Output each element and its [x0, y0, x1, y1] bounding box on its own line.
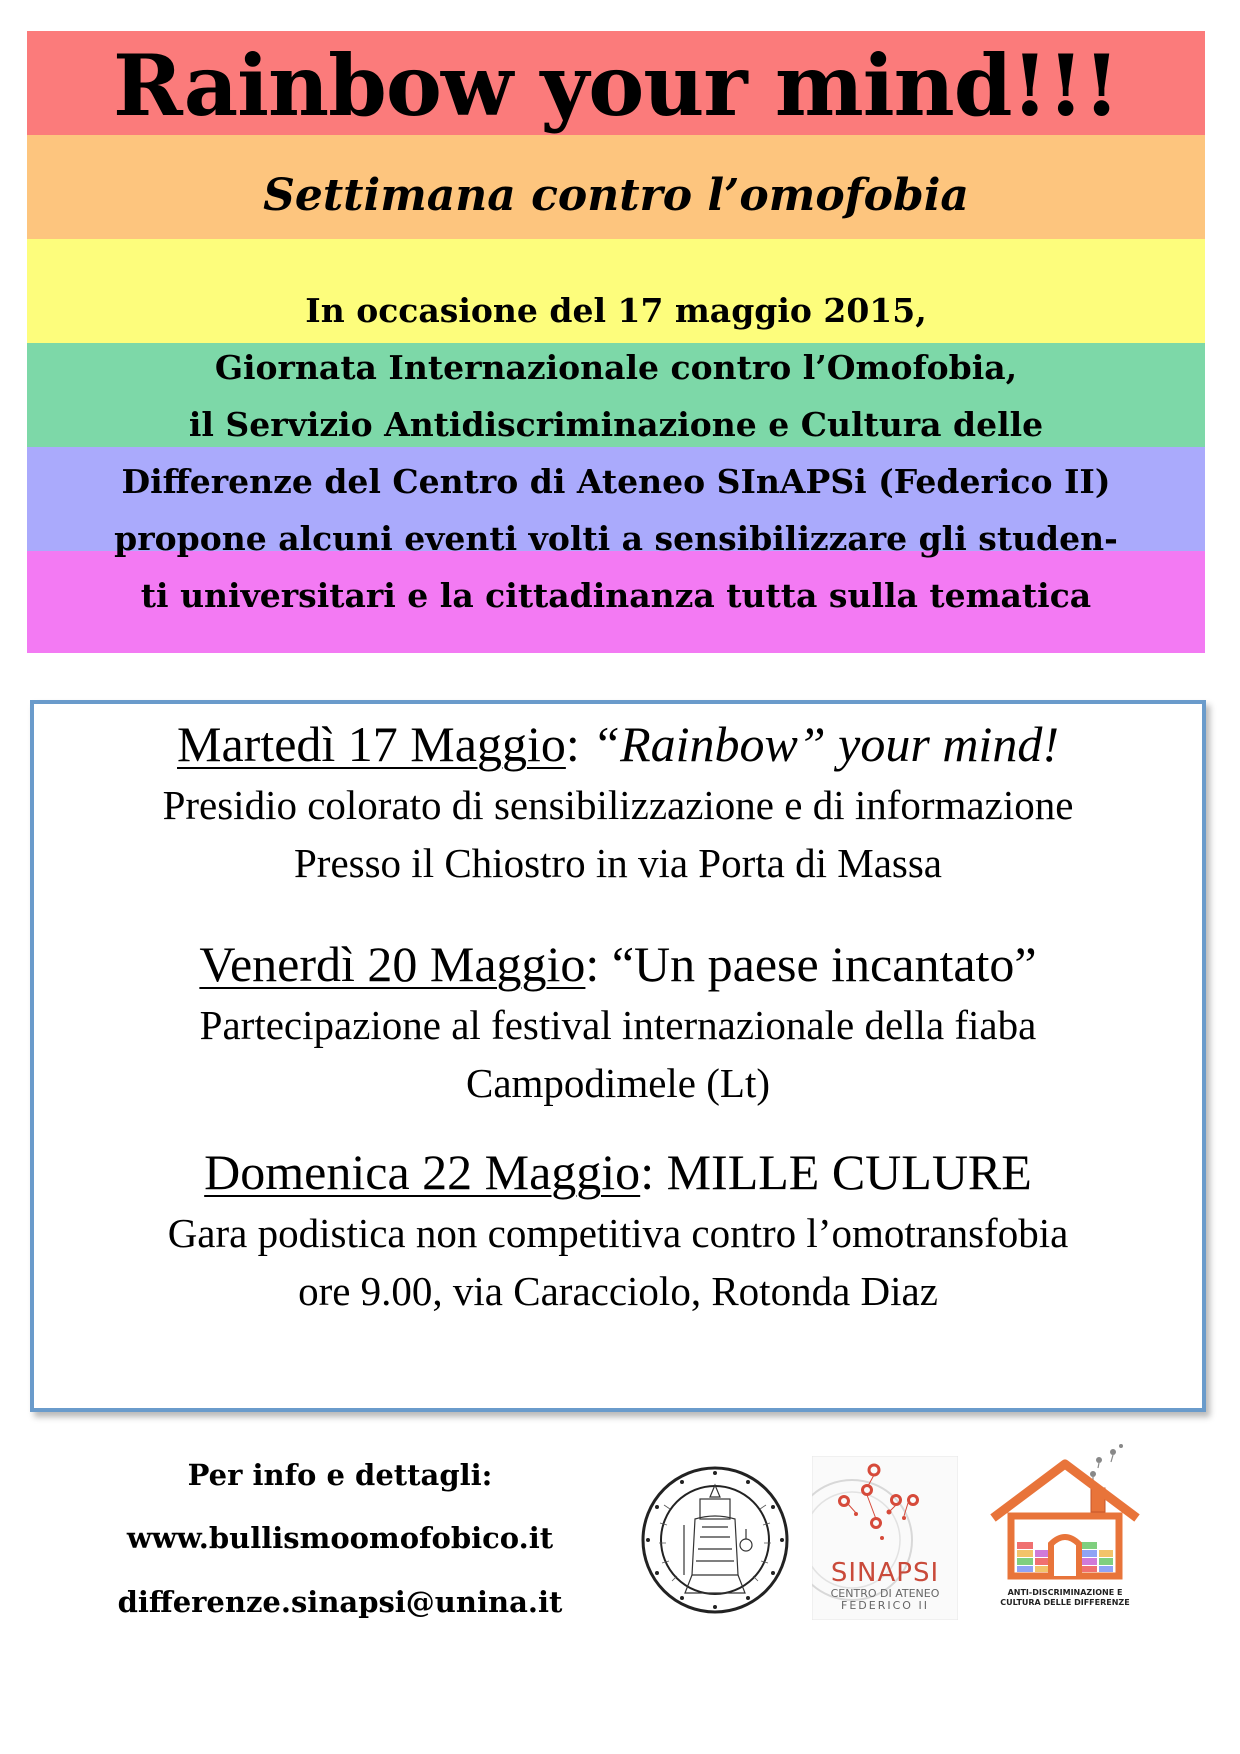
event-date: Venerdì 20 Maggio [199, 936, 586, 992]
intro-line: Differenze del Centro di Ateneo SInAPSi (Federico II) [121, 462, 1111, 501]
info-label: Per info e dettagli: [187, 1458, 493, 1492]
intro-line: il Servizio Antidiscriminazione e Cultura delle [188, 405, 1044, 444]
intro-line: In occasione del 17 maggio 2015, [305, 291, 927, 330]
sinapsi-sub-line: FEDERICO II [841, 1599, 929, 1612]
page-subtitle: Settimana contro l’omofobia [263, 170, 969, 221]
event-date: Domenica 22 Maggio [204, 1144, 641, 1200]
email-link[interactable]: differenze.sinapsi@unina.it [117, 1585, 563, 1619]
sinapsi-logo-text: SINAPSI [830, 1558, 940, 1588]
university-seal-icon [640, 1465, 790, 1615]
event-location: Presso il Chiostro in via Porta di Massa [293, 840, 942, 886]
event-heading: Venerdì 20 Maggio: “Un paese incantato” [199, 936, 1037, 992]
event-location: Campodimele (Lt) [466, 1060, 770, 1106]
intro-line: Giornata Internazionale contro l’Omofobia, [214, 348, 1018, 387]
event-title: MILLE CULURE [666, 1144, 1032, 1200]
sinapsi-sub-line: CENTRO DI ATENEO [830, 1587, 940, 1600]
house-logo-line: CULTURA DELLE DIFFERENZE [1000, 1598, 1130, 1607]
event-title: “Rainbow” your mind! [592, 716, 1059, 772]
intro-text [27, 282, 1205, 624]
event-location: ore 9.00, via Caracciolo, Rotonda Diaz [298, 1268, 938, 1314]
event-heading: Martedì 17 Maggio: “Rainbow” your mind! [177, 716, 1059, 772]
event-title: “Un paese incantato” [611, 936, 1037, 992]
event-date: Martedì 17 Maggio [177, 716, 566, 772]
event-description: Presidio colorato di sensibilizzazione e di informazione [162, 782, 1074, 828]
events-box [30, 700, 1206, 1412]
house-logo-icon [985, 1440, 1145, 1590]
intro-line: propone alcuni eventi volti a sensibilizzare gli studen- [114, 519, 1118, 558]
event-heading: Domenica 22 Maggio: MILLE CULURE [204, 1144, 1032, 1200]
website-link[interactable]: www.bullismoomofobico.it [126, 1521, 554, 1555]
page-title: Rainbow your mind!!! [112, 36, 1120, 135]
house-logo-line: ANTI-DISCRIMINAZIONE E [1007, 1588, 1123, 1597]
event-description: Partecipazione al festival internazionale della fiaba [199, 1002, 1037, 1048]
intro-line: ti universitari e la cittadinanza tutta sulla tematica [140, 576, 1092, 615]
event-description: Gara podistica non competitiva contro l’omotransfobia [167, 1210, 1069, 1256]
